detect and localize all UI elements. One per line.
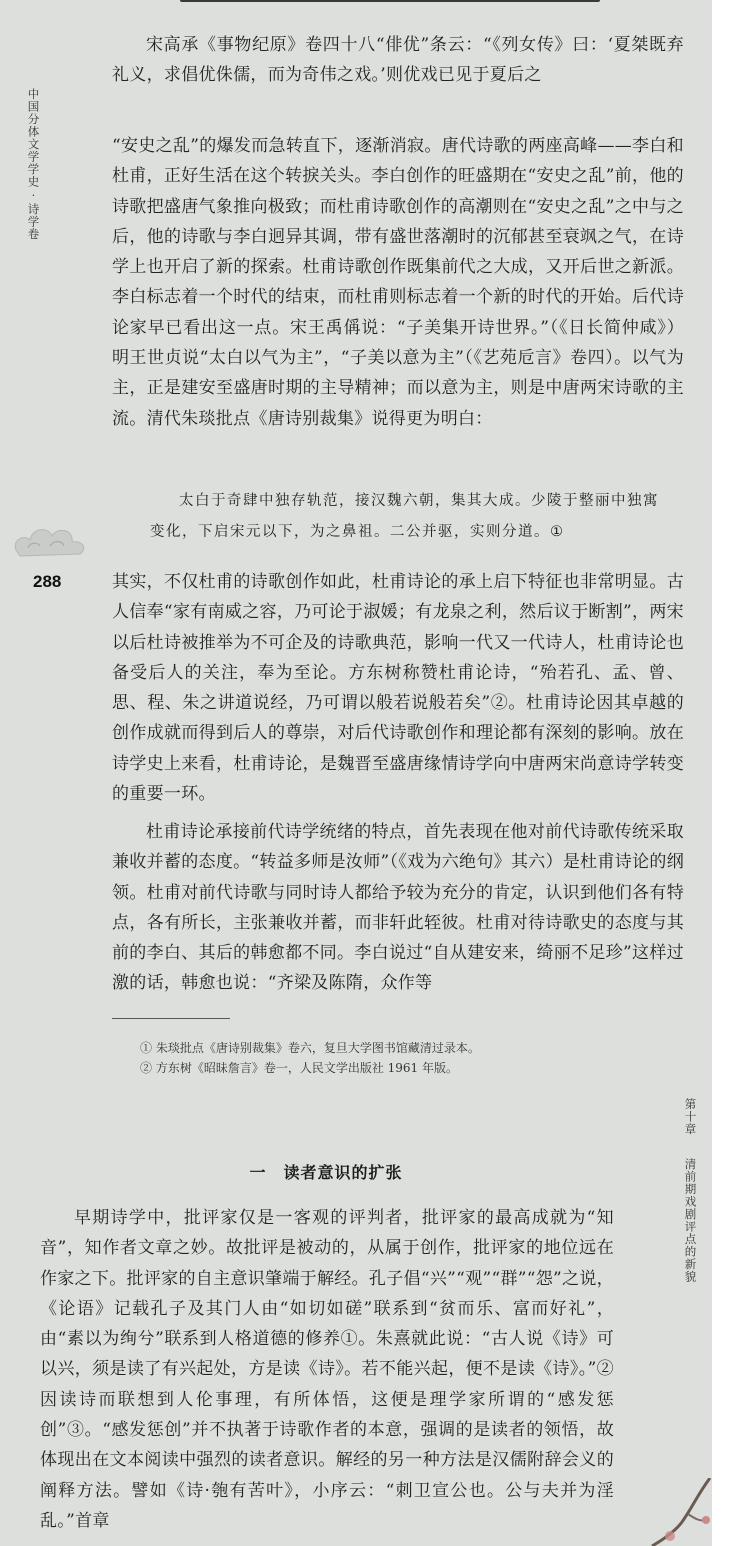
body-paragraph: 其实，不仅杜甫的诗歌创作如此，杜甫诗论的承上启下特征也非常明显。古人信奉“家有南威之容，乃可论于淑媛；有龙泉之利，然后议于断割”，两宋以后杜诗被推举为不可企及的诗歌典范，影响一代又一代诗人，杜甫诗论也备受后人的关注，奉为至论。方东树称赞杜甫论诗，“殆若孔、孟、曾、思、程、朱之讲道说经，乃可谓以般若说般若矣”②。杜甫诗论因其卓越的创作成就而得到后人的尊崇，对后代诗歌创作和理论都有深刻的影响。放在诗学史上来看，杜甫诗论，是魏晋至盛唐缘情诗学向中唐两宋尚意诗学转变的重要一环。	[112, 572, 684, 805]
body-paragraph: “安史之乱”的爆发而急转直下，逐渐消寂。唐代诗歌的两座高峰——李白和杜甫，正好生活在这个转捩关头。李白创作的旺盛期在“安史之乱”前，他的诗歌把盛唐气象推向极致；而杜甫诗歌创作的高潮则在“安史之乱”之中与之后，他的诗歌与李白迥异其调，带有盛世落潮时的沉郁甚至衰飒之气，在诗学上也开启了新的探索。杜甫诗歌创作既集前代之大成，又开后世之新派。李白标志着一个时代的结束，而杜甫则标志着一个新的时代的开始。后代诗论家早已看出这一点。宋王禹偁说：“子美集开诗世界。”（《日长简仲咸》）明王世贞说“太白以气为主”，“子美以意为主”（《艺苑卮言》卷四）。以气为主，正是建安至盛唐时期的主导精神；而以意为主，则是中唐两宋诗歌的主流。清代朱琰批点《唐诗别裁集》说得更为明白：	[112, 136, 684, 429]
footnote-divider	[112, 1018, 230, 1019]
cropped-running-header	[180, 0, 600, 2]
series-title: 中国分体文学学史·诗学卷	[26, 88, 41, 241]
chapter-label: 第十章	[683, 1098, 698, 1136]
block-quote: 太白于奇肆中独存轨范，接汉魏六朝，集其大成。少陵于整丽中独寓变化，下启宋元以下，为之鼻祖。二公并驱，实则分道。①	[150, 493, 659, 540]
chapter-title: 清前期戏剧评点的新貌	[683, 1158, 698, 1283]
cloud-ornament	[10, 516, 90, 560]
section-heading: 一 读者意识的扩张	[249, 1163, 403, 1182]
footnote: ② 方东树《昭昧詹言》卷一，人民文学出版社 1961 年版。	[140, 1061, 458, 1075]
footnote: ① 朱琰批点《唐诗别裁集》卷六，复旦大学图书馆藏清过录本。	[140, 1041, 480, 1055]
body-paragraph: 早期诗学中，批评家仅是一客观的评判者，批评家的最高成就为“知音”，知作者文章之妙。故批评是被动的，从属于创作，批评家的地位远在作家之下。批评家的自主意识肇端于解经。孔子倡“兴”“观”“群”“怨”之说，《论语》记载孔子及其门人由“如切如磋”联系到“贫而乐、富而好礼”，由“素以为绚兮”联系到人格道德的修养①。朱熹就此说：“古人说《诗》可以兴，须是读了有兴起处，方是读《诗》。若不能兴起，便不是读《诗》。”② 因读诗而联想到人伦事理，有所体悟，这便是理学家所谓的“感发惩创”③。“感发惩创”并不执著于诗歌作者的本意，强调的是读者的领悟，故体现出在文本阅读中强烈的读者意识。解经的另一种方法是汉儒附辞会义的阐释方法。譬如《诗·匏有苦叶》，小序云：“刺卫宣公也。公与夫并为淫乱。”首章	[40, 1208, 614, 1531]
ink-branch-decoration	[640, 1478, 712, 1546]
intro-paragraph: 宋高承《事物纪原》卷四十八“俳优”条云：“《列女传》曰：‘夏桀既弃礼义，求倡优侏儒，而为奇伟之戏。’则优戏已见于夏后之	[112, 35, 684, 86]
body-paragraph: 杜甫诗论承接前代诗学统绪的特点，首先表现在他对前代诗歌传统采取兼收并蓄的态度。“转益多师是汝师”（《戏为六绝句》其六）是杜甫诗论的纲领。杜甫对前代诗歌与同时诗人都给予较为充分的肯定，认识到他们各有特点，各有所长，主张兼收并蓄，而非轩此轾彼。杜甫对待诗歌史的态度与其前的李白、其后的韩愈都不同。李白说过“自从建安来，绮丽不足珍”这样过激的话，韩愈也说：“齐梁及陈隋，众作等	[112, 822, 684, 994]
page-number: 288	[33, 572, 62, 591]
